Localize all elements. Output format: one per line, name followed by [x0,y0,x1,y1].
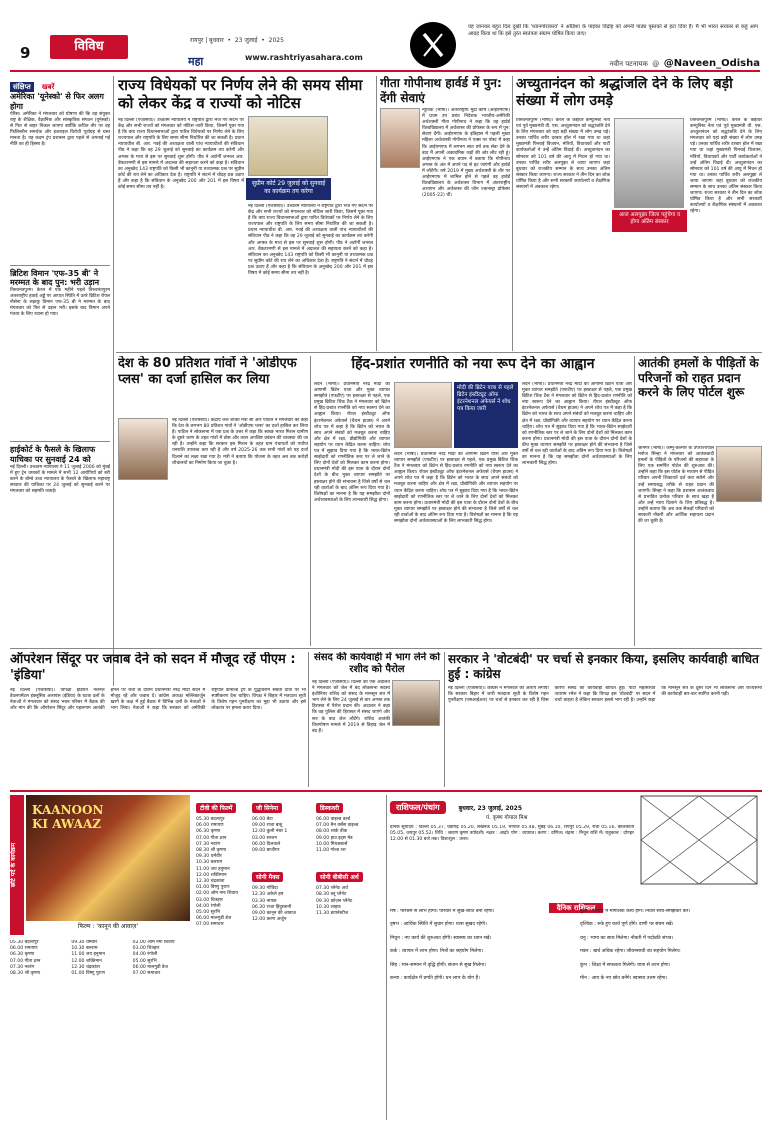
story1-body: नई दिल्ली (एजेंसियां)। उच्चतम न्यायालय ने राष्ट्रपति द्वारा भेजे गए संदर्भ पर केंद्र और सभी राज्यों को मंगलवार को नोटिस जारी किया, जिसमें पूछा गया है कि क्या राज्य विधानसभाओं द्वारा पारित विधेयकों पर निर्णय लेने के लिए राज्यपाल और राष्ट्रपति के लिए समय सीमा निर्धारित की जा सकती है। प्रधान न्यायाधीश बी. आर. गवई की अध्यक्षता वाली पांच न्यायाधीशों की संविधान पीठ ने कहा कि वह 29 जुलाई को सुनवाई का कार्यक्रम तय करेगी और अगस्त के मध्य से इस पर सुनवाई शुरू होगी। पीठ ने अटॉर्नी जनरल आर. वेंकटरमणी से इस मामले में अदालत की सहायता करने को कहा है। संविधान का अनुच्छेद 143 राष्ट्रपति को किसी भी कानूनी या तथ्यात्मक प्रश्न पर सुप्रीम कोर्ट की राय लेने का अधिकार देता है। राष्ट्रपति ने संदर्भ में चौदह प्रश्न उठाए हैं और कहा है कि संविधान के अनुच्छेद 200 और 201 में इस विषय में कोई समय सीमा तय नहीं है। [118,118,244,191]
side-label [10,795,24,935]
brief-body: नई दिल्ली। उच्चतम न्यायालय ने 11 जुलाई 2006 को मुंबई में हुए ट्रेन धमाकों के मामले में सभी 12 आरोपियों को बरी करने के बॉम्बे उच्च न्यायालय के फैसले के खिलाफ महाराष्ट्र सरकार की याचिका पर 24 जुलाई को सुनवाई करने पर मंगलवार को सहमति जताई। [10,464,110,494]
supreme-court-photo [248,116,328,176]
tv-col4 [316,795,382,1120]
story5-body-cont: लंदन (भाषा)। प्रधानमंत्री नरेंद्र मोदी की आगामी ब्रिटेन यात्रा और मुक्त व्यापार समझौते (एफटीए) पर हस्ताक्षर से पहले, एक प्रमुख ब्रिटिश थिंक टैंक ने मंगलवार को ब्रिटेन से हिंद-प्रशांत रणनीति को नया स्वरूप देने का आह्वान किया। रॉयल इंस्टीट्यूट ऑफ इंटरनेशनल अफेयर्स (चैथम हाउस) ने अपने शोध पत्र में कहा है कि ब्रिटेन को भारत के साथ अपने संबंधों को मजबूत करना चाहिए और क्षेत्र में रक्षा, प्रौद्योगिकी और व्यापार सहयोग पर ध्यान केंद्रित करना चाहिए। शोध पत्र में सुझाव दिया गया है कि भारत-ब्रिटेन साझेदारी को रणनीतिक स्तर पर ले जाने के लिए दोनों देशों को मिलकर काम करना होगा। प्रधानमंत्री मोदी की इस यात्रा के दौरान दोनों देशों के बीच मुक्त व्यापार समझौते पर हस्ताक्षर होने की संभावना है जिसे वर्षों से चल रही वार्ताओं के बाद अंतिम रूप दिया गया है। विशेषज्ञों का मानना है कि यह समझौता दोनों अर्थव्यवस्थाओं के लिए लाभकारी सिद्ध होगा। [394,452,518,525]
story-terror-portal [638,356,762,646]
x-author-line: नवीन पटनायक @ @Naveen_Odisha [609,58,760,69]
story5-caption: मोदी की ब्रिटेन यात्रा से पहले ब्रिटेन इंस्टीट्यूट ऑफ इंटरनेशनल अफेयर्स ने शोध पत्र किया जारी [454,382,518,448]
story9-headline: सरकार ने 'वोटबंदी' पर चर्चा से इनकार किया, इसलिए कार्यवाही बाधित हुई : कांग्रेस [448,652,759,681]
section-title: विविध [74,39,104,54]
edition: रायपुर | बुधवार [190,37,224,44]
brief-news-header [10,74,110,91]
tv-col3-label: सोनी मैक्स [252,872,283,882]
brief-label2: खबरें [41,83,55,91]
x-author: नवीन पटनायक [609,60,648,68]
brief-head: ब्रिटिश विमान 'एफ-35 बी' ने मरम्मत के बाद पुन: भरी उड़ान [10,268,100,288]
website-url[interactable]: www.rashtriyasahara.com [245,53,363,62]
paper-logo [188,50,238,66]
minister-photo [118,418,168,480]
story7-headline: ऑपरेशन सिंदूर पर जवाब देने को सदन में मौजूद रहें पीएम : 'इंडिया' [10,652,296,683]
story6-body: श्रीनगर (भाषा)। जम्मू-कश्मीर के उपराज्यपाल मनोज सिन्हा ने मंगलवार को आतंकवादी हमलों के पीड़ितों के परिजनों की सहायता के लिए एक समर्पित पोर्टल की शुरुआत की। उन्होंने कहा कि इस पोर्टल के माध्यम से पीड़ित परिवार अपनी शिकायतें दर्ज करा सकेंगे और उन्हें समयबद्ध तरीके से राहत प्रदान की जाएगी। सिन्हा ने कहा कि प्रशासन आतंकवाद से प्रभावित प्रत्येक परिवार के साथ खड़ा है और उन्हें न्याय दिलाने के लिए प्रतिबद्ध है। उन्होंने बताया कि अब तक सैकड़ों परिवारों को सरकारी नौकरी और आर्थिक सहायता प्रदान की जा चुकी है। [638,446,714,525]
tv-col2-list: 06.00 बेटा 09.00 राजा बाबू 12.00 कुली नंबर 1 03.00 साजन 06.00 दिलवाले 09.00 बाजीगर [252,817,288,854]
rashi-vrishabh: वृषभ : आर्थिक स्थिति में सुधार होगा। यात्रा सुखद रहेगी। [390,922,487,928]
edition-line: रायपुर | बुधवार • 23 जुलाई • 2025 [190,37,284,44]
rashi-dhanu: धनु : भाग्य का साथ मिलेगा। नौकरी में पदोन्नति संभव। [580,935,674,941]
year: 2025 [268,37,284,44]
story-governor-bills [118,76,373,348]
achuthanandan-photo [614,118,684,208]
panchang: दैनिक सूर्योदय : दिल्ली 05.37, चंडीगढ़ 05.20, लखनऊ 05.19, भोपाल 05.48, मुंबई 06.10, रायपुर 05.29, रांची 05.16, कोलकाता 05.05, जयपुर 05.52। तिथि : श्रावण कृष्ण त्रयोदशी। नक्षत्र : आर्द्रा। योग : व्याघात। करण : वणिज। चंद्रमा : मिथुन राशि में। राहुकाल : दोपहर 12.00 से 01.30 बजे तक। दिशाशूल : उत्तर। [390,825,634,843]
movie-poster [10,795,190,935]
brief-item [10,269,110,439]
story3-body: तिरुवनंतपुरम (भाषा)। केरल के कद्दावर कम्युनिस्ट नेता एवं पूर्व मुख्यमंत्री वी. एस. अच्युतानंदन को श्रद्धांजलि देने के लिए मंगलवार को यहां बड़ी संख्या में लोग उमड़ पड़े। उनका पार्थिव शरीर दरबार हॉल में रखा गया था जहां मुख्यमंत्री पिनराई विजयन, मंत्रियों, विधायकों और पार्टी कार्यकर्ताओं ने उन्हें अंतिम विदाई दी। अच्युतानंदन का सोमवार को 101 वर्ष की आयु में निधन हो गया था। उनका पार्थिव शरीर अलपुझा ले जाया जाएगा जहां बुधवार को राजकीय सम्मान के साथ उनका अंतिम संस्कार किया जाएगा। राज्य सरकार ने तीन दिन का शोक घोषित किया है और सभी सरकारी कार्यालयों व शैक्षणिक संस्थानों में अवकाश रहेगा। [516,118,610,191]
page-number: 9 [20,44,31,62]
tv-col1-label: टीवी की फिल्में [196,803,236,813]
brief-item [10,445,110,605]
daily-label-text: दैनिक राशिफल [549,903,604,913]
brief-body: तिरुवनंतपुरम। केरल में एक महीने पहले तिरुवनंतपुरम अंतरराष्ट्रीय हवाई अड्डे पर आपात स्थिति में उतरे ब्रिटिश रॉयल नौसेना के लड़ाकू विमान एफ-35 बी ने मरम्मत के बाद मंगलवार को फिर से उड़ान भरी। इसके बाद विमान अपने गंतव्य के लिए रवाना हो गया। [10,288,110,318]
story-votebandi [448,652,762,787]
rashi-meen: मीन : आय के नए स्रोत बनेंगे। स्वास्थ्य उत्तम रहेगा। [580,976,668,982]
rashi-mithun: मिथुन : नए कार्य की शुरुआत होगी। स्वास्थ्य का ध्यान रखें। [390,935,492,941]
story-rashid-parole [312,652,442,787]
rashi-kanya: कन्या : कार्यक्षेत्र में प्रगति होगी। धन लाभ के योग हैं। [390,976,480,982]
poster-image [26,795,190,921]
story2-body: न्यूयॉर्क (भाषा)। अंतरराष्ट्रीय मुद्रा कोष (आईएमएफ) में प्रथम उप प्रबंध निदेशक भारतीय-अमेरिकी अर्थशास्त्री गीता गोपीनाथ ने कहा कि वह हार्वर्ड विश्वविद्यालय में अर्थशास्त्र की प्रोफेसर के रूप में पुन: सेवाएं देंगी। आईएमएफ के इतिहास में पहली मुख्य महिला अर्थशास्त्री गोपीनाथ ने एक्स पर पोस्ट में कहा कि आईएमएफ में लगभग सात वर्ष तक सेवा देने के बाद मैं अपनी अकादमिक जड़ों की ओर लौट रही हूं। आईएमएफ ने एक बयान में बताया कि गोपीनाथ अगस्त के अंत में अपने पद से हट जाएंगी और हार्वर्ड में लौटेंगी। वर्ष 2019 में मुख्य अर्थशास्त्री के तौर पर आईएमएफ में शामिल होने से पहले वह हार्वर्ड विश्वविद्यालय के अर्थशास्त्र विभाग में अंतरराष्ट्रीय अध्ययन और अर्थशास्त्र की जॉन ज्वानस्ट्रा प्रोफेसर (2005-22) थीं। [422,108,510,199]
story-gita-gopinath [380,76,510,348]
date: 23 जुलाई [234,37,258,44]
rashi-singh: सिंह : मान-सम्मान में वृद्धि होगी। संतान से सुख मिलेगा। [390,962,486,968]
brief-head: हाईकोर्ट के फैसले के खिलाफ याचिका पर सुनवाई 24 को [10,445,96,464]
story6-headline: आतंकी हमलों के पीड़ितों के परिजनों को राहत प्रदान करने के लिए पोर्टल शुरू [638,356,759,400]
gita-gopinath-photo [380,108,420,168]
tv-extra-list: 05.30 बदलापुर 06.00 रामायण 06.30 कृष्णा 07.00 गीता ज्ञान 07.30 नवरंग 08.30 श्री कृष्णा 09.30 धर्मवीर 10.30 बलराम 11.00 जय हनुमान 12.00 शक्तिमान 12.30 चंद्रकांता 01.00 विष्णु पुराण 02.00 ओम नमः शिवाय 03.00 चित्रहार 04.00 रंगोली 05.00 सुरभि 06.00 मालगुडी डेज 07.00 समाचार [10,940,175,977]
story8-headline: संसद की कार्यवाही में भाग लेने को रशीद को पैरोल [314,652,440,676]
tv-col1-list: 05.30 बदलापुर 06.00 रामायण 06.30 कृष्णा 07.00 गीता ज्ञान 07.30 नवरंग 08.30 श्री कृष्णा 09.30 धर्मवीर 10.30 बलराम 11.00 जय हनुमान 12.00 शक्तिमान 12.30 चंद्रकांता 01.00 विष्णु पुराण 02.00 ओम नमः शिवाय 03.00 चित्रहार 04.00 रंगोली 05.00 सुरभि 06.00 मालगुडी डेज 07.00 समाचार [196,817,238,928]
tv-col2 [252,795,312,1120]
story8-body: नई दिल्ली (एजेंसियां)। दिल्ली की एक अदालत ने मंगलवार को जेल में बंद लोकसभा सदस्य इंजीनियर राशिद को संसद के मानसून सत्र में भाग लेने के लिए 24 जुलाई से चार अगस्त तक हिरासत में पैरोल प्रदान की। अदालत ने कहा कि वह पुलिस की हिरासत में संसद जाएंगे और सत्र के बाद जेल लौटेंगे। राशिद आतंकी वित्तपोषण मामले में 2019 से तिहाड़ जेल में बंद हैं। [312,680,390,734]
story4-body: नई दिल्ली (एजेंसियां)। केंद्रीय जल शक्ति मंत्री सी आर पाटिल ने मंगलवार को कहा कि देश के लगभग 80 प्रतिशत गांवों ने 'ओडीएफ प्लस' का दर्जा हासिल कर लिया है। पाटिल ने लोकसभा में एक प्रश्न के उत्तर में कहा कि स्वच्छ भारत मिशन ग्रामीण के दूसरे चरण के तहत गांवों में ठोस और तरल अपशिष्ट प्रबंधन की व्यवस्था की जा रही है। उन्होंने कहा कि सरकार इस मिशन के तहत ग्राम पंचायतों को पर्याप्त धनराशि उपलब्ध करा रही है और वर्ष 2025-26 तक सभी गांवों को यह दर्जा दिलाने का लक्ष्य रखा गया है। मंत्री ने बताया कि योजना के तहत अब तक करोड़ों शौचालयों का निर्माण किया जा चुका है। [172,418,308,466]
story1-caption: सुप्रीम कोर्ट 29 जुलाई को सुनवाई का कार्यक्रम तय करेगा [246,178,331,200]
story7-body: नई दिल्ली (एजेंसियां)। विपक्षी इंडियन नेशनल डेवलपमेंटल इंक्लूसिव अलायंस (इंडिया) के घटक दलों के नेताओं ने मंगलवार को संसद भवन परिसर में बैठक की और मांग की कि ऑपरेशन सिंदूर और पहलगाम आतंकी हमले पर चर्चा के दौरान प्रधानमंत्री नरेंद्र मोदी सदन में मौजूद रहें और जवाब दें। कांग्रेस अध्यक्ष मल्लिकार्जुन खरगे के कक्ष में हुई बैठक में विभिन्न दलों के नेताओं ने भाग लिया। नेताओं ने कहा कि सरकार को अमेरिकी राष्ट्रपति डोनाल्ड ट्रंप के युद्धविराम संबंधी दावों पर भी स्पष्टीकरण देना चाहिए। विपक्ष ने बिहार में मतदाता सूची के विशेष गहन पुनरीक्षण का मुद्दा भी उठाया और इसे लोकतंत्र पर हमला करार दिया। [10,688,306,712]
rashid-photo [392,680,440,726]
brief-label: संक्षिप्त [10,82,34,92]
story1-body-cont: नई दिल्ली (एजेंसियां)। उच्चतम न्यायालय ने राष्ट्रपति द्वारा भेजे गए संदर्भ पर केंद्र और सभी राज्यों को मंगलवार को नोटिस जारी किया, जिसमें पूछा गया है कि क्या राज्य विधानसभाओं द्वारा पारित विधेयकों पर निर्णय लेने के लिए राज्यपाल और राष्ट्रपति के लिए समय सीमा निर्धारित की जा सकती है। प्रधान न्यायाधीश बी. आर. गवई की अध्यक्षता वाली पांच न्यायाधीशों की संविधान पीठ ने कहा कि वह 29 जुलाई को सुनवाई का कार्यक्रम तय करेगी और अगस्त के मध्य से इस पर सुनवाई शुरू होगी। पीठ ने अटॉर्नी जनरल आर. वेंकटरमणी से इस मामले में अदालत की सहायता करने को कहा है। संविधान का अनुच्छेद 143 राष्ट्रपति को किसी भी कानूनी या तथ्यात्मक प्रश्न पर सुप्रीम कोर्ट की राय लेने का अधिकार देता है। राष्ट्रपति ने संदर्भ में चौदह प्रश्न उठाए हैं और कहा है कि संविधान के अनुच्छेद 200 और 201 में इस विषय में कोई समय सीमा तय नहीं है। [248,204,373,277]
story3-body-cont: तिरुवनंतपुरम (भाषा)। केरल के कद्दावर कम्युनिस्ट नेता एवं पूर्व मुख्यमंत्री वी. एस. अच्युतानंदन को श्रद्धांजलि देने के लिए मंगलवार को यहां बड़ी संख्या में लोग उमड़ पड़े। उनका पार्थिव शरीर दरबार हॉल में रखा गया था जहां मुख्यमंत्री पिनराई विजयन, मंत्रियों, विधायकों और पार्टी कार्यकर्ताओं ने उन्हें अंतिम विदाई दी। अच्युतानंदन का सोमवार को 101 वर्ष की आयु में निधन हो गया था। उनका पार्थिव शरीर अलपुझा ले जाया जाएगा जहां बुधवार को राजकीय सम्मान के साथ उनका अंतिम संस्कार किया जाएगा। राज्य सरकार ने तीन दिन का शोक घोषित किया है और सभी सरकारी कार्यालयों व शैक्षणिक संस्थानों में अवकाश रहेगा। [690,118,762,215]
rashifal-author: पं. कृष्ण गोपाल मिश्र [486,815,528,821]
rashi-kark: कर्क : व्यापार में लाभ होगा। मित्रों का सहयोग मिलेगा। [390,949,484,955]
poster-title: KAANOON KI AWAAZ [32,803,104,831]
story5-headline: हिंद-प्रशांत रणनीति को नया रूप देने का आह्वान [351,356,595,372]
tv-col5-label: सोनी बीबीसी अर्थ [316,872,363,882]
movie-caption: फिल्म : 'कानून की आवाज़' [78,923,138,930]
rashi-list [390,909,762,1119]
rashi-makar: मकर : खर्च अधिक रहेगा। जीवनसाथी का सहयोग मिलेगा। [580,949,681,955]
tv-col2-label: जी सिनेमा [252,803,282,813]
story-operation-sindoor [10,652,306,787]
tv-col5-list: 07.30 प्लैनेट अर्थ 08.30 ब्लू प्लैनेट 09.30 फ्रोज़न प्लैनेट 10.30 लाइफ 11.30 डायनेस्टीज [316,886,353,917]
rashifal-date: बुधवार, 23 जुलाई, 2025 [458,805,523,812]
rashi-mesh: मेष : परिश्रम से लाभ होगा। परिवार में सुख-शांति बनी रहेगी। [390,909,495,914]
x-logo-icon [410,22,456,68]
story-odf-plus [118,356,308,646]
masthead [0,0,768,88]
brief-item [10,92,110,262]
tv-col1 [196,795,248,1120]
rashi-kumbh: कुंभ : शिक्षा में सफलता मिलेगी। यात्रा से लाभ होगा। [580,962,671,968]
story3-headline: अच्युतानंदन को श्रद्धांजलि देने के लिए बड़ी संख्या में लोग उमड़े [516,76,733,110]
story-achuthanandan [516,76,762,348]
x-quote: यह जानकर बहुत दिल दुखी कि 'ध्यानगोराकाव' ने ओडिशा के पाइका विद्रोह को अपनी पाठ्य पुस्तकों से हटा दिया है। मैं भी भारत सरकार से कहूं आप आग्रह किया था कि इसे तुरंत स्वतंत्रता संग्राम घोषित किया जाए। [468,24,758,37]
section-badge [50,35,128,59]
rashi-vrishchik: वृश्चिक : रुके हुए कार्य पूर्ण होंगे। वाणी पर संयम रखें। [580,922,674,928]
story3-caption: आज अलपुझा जिला पहुंचेगा व होगा अंतिम संस्कार [612,210,687,232]
brief-head: अमेरिका 'यूनेस्को' से फिर अलग होगा [10,92,104,111]
kundli-chart [640,795,758,885]
modi-photo [394,382,452,448]
story5-body: लंदन (भाषा)। प्रधानमंत्री नरेंद्र मोदी की आगामी ब्रिटेन यात्रा और मुक्त व्यापार समझौते (एफटीए) पर हस्ताक्षर से पहले, एक प्रमुख ब्रिटिश थिंक टैंक ने मंगलवार को ब्रिटेन से हिंद-प्रशांत रणनीति को नया स्वरूप देने का आह्वान किया। रॉयल इंस्टीट्यूट ऑफ इंटरनेशनल अफेयर्स (चैथम हाउस) ने अपने शोध पत्र में कहा है कि ब्रिटेन को भारत के साथ अपने संबंधों को मजबूत करना चाहिए और क्षेत्र में रक्षा, प्रौद्योगिकी और व्यापार सहयोग पर ध्यान केंद्रित करना चाहिए। शोध पत्र में सुझाव दिया गया है कि भारत-ब्रिटेन साझेदारी को रणनीतिक स्तर पर ले जाने के लिए दोनों देशों को मिलकर काम करना होगा। प्रधानमंत्री मोदी की इस यात्रा के दौरान दोनों देशों के बीच मुक्त व्यापार समझौते पर हस्ताक्षर होने की संभावना है जिसे वर्षों से चल रही वार्ताओं के बाद अंतिम रूप दिया गया है। विशेषज्ञों का मानना है कि यह समझौता दोनों अर्थव्यवस्थाओं के लिए लाभकारी सिद्ध होगा। [314,382,390,503]
story9-body: नई दिल्ली (एजेंसियां)। कांग्रेस ने मंगलवार को आरोप लगाया कि सरकार बिहार में जारी मतदाता सूची के विशेष गहन पुनरीक्षण (एसआईआर) पर चर्चा से इनकार कर रही है जिस कारण संसद की कार्यवाही बाधित हुई। पार्टी महासचिव जयराम रमेश ने कहा कि विपक्ष इस 'वोटबंदी' पर सदन में चर्चा चाहता है लेकिन सरकार इससे भाग रही है। उन्होंने कहा कि मानसून सत्र के दूसरे दिन भी लोकसभा और राज्यसभा की कार्यवाही बार-बार स्थगित करनी पड़ी। [448,686,762,704]
brief-body: पेरिस। अमेरिका ने मंगलवार को घोषणा की कि वह संयुक्त राष्ट्र के शैक्षिक, वैज्ञानिक और सांस्कृतिक संगठन (यूनेस्को) से फिर से बाहर निकल जाएगा क्योंकि कथित तौर पर वह फिलिस्तीन समर्थक और इजराइल विरोधी पूर्वाग्रह से ग्रस्त मानता है। यह कदम ट्रंप प्रशासन द्वारा पहले से अपनाई गई नीति का ही हिस्सा है। [10,111,110,147]
story4-headline: देश के 80 प्रतिशत गांवों ने 'ओडीएफ प्लस' का दर्जा हासिल कर लिया [118,356,297,387]
manoj-sinha-photo [716,446,762,502]
tv-col4-label: डिस्कवरी [316,803,343,813]
tv-col4-list: 06.00 वाइल्ड वर्ल्ड 07.00 मैन वर्सेस वाइल्ड 08.00 शार्क वीक 09.00 हाउ इट्स मेड 10.00 मिथबस्टर्स 11.00 गोल्ड रश [316,817,359,854]
paper-name: महा [188,55,204,66]
story2-headline: गीता गोपीनाथ हार्वर्ड में पुन: देंगी सेवाएं [380,76,502,105]
story-indo-pacific [314,356,632,646]
masthead-rule [10,70,760,72]
rashifal [390,795,762,1120]
story5-body-end: लंदन (भाषा)। प्रधानमंत्री नरेंद्र मोदी की आगामी ब्रिटेन यात्रा और मुक्त व्यापार समझौते (एफटीए) पर हस्ताक्षर से पहले, एक प्रमुख ब्रिटिश थिंक टैंक ने मंगलवार को ब्रिटेन से हिंद-प्रशांत रणनीति को नया स्वरूप देने का आह्वान किया। रॉयल इंस्टीट्यूट ऑफ इंटरनेशनल अफेयर्स (चैथम हाउस) ने अपने शोध पत्र में कहा है कि ब्रिटेन को भारत के साथ अपने संबंधों को मजबूत करना चाहिए और क्षेत्र में रक्षा, प्रौद्योगिकी और व्यापार सहयोग पर ध्यान केंद्रित करना चाहिए। शोध पत्र में सुझाव दिया गया है कि भारत-ब्रिटेन साझेदारी को रणनीतिक स्तर पर ले जाने के लिए दोनों देशों को मिलकर काम करना होगा। प्रधानमंत्री मोदी की इस यात्रा के दौरान दोनों देशों के बीच मुक्त व्यापार समझौते पर हस्ताक्षर होने की संभावना है जिसे वर्षों से चल रही वार्ताओं के बाद अंतिम रूप दिया गया है। विशेषज्ञों का मानना है कि यह समझौता दोनों अर्थव्यवस्थाओं के लिए लाभकारी सिद्ध होगा। [522,382,632,467]
story1-headline: राज्य विधेयकों पर निर्णय लेने की समय सीमा को लेकर केंद्र व राज्यों को नोटिस [118,76,363,113]
tv-col3-list: 09.30 गोविंदा 12.30 अकेले हम 03.30 नायक 06.30 राजा हिंदुस्तानी 09.00 कानून की आवाज़ 12.00 करण अर्जुन [252,886,296,923]
rashifal-label: राशिफल/पंचांग [390,801,446,814]
brief-news [10,74,110,654]
rashi-tula: तुला : परिवार में मांगलिक कार्य होंगे। निवेश सोच-समझकर करें। [580,909,691,914]
tv-listings-extra [10,940,190,1120]
x-handle[interactable]: @Naveen_Odisha [663,58,760,69]
side-label-text: छोटे पर्दे के कार्यक्रम [10,842,17,888]
